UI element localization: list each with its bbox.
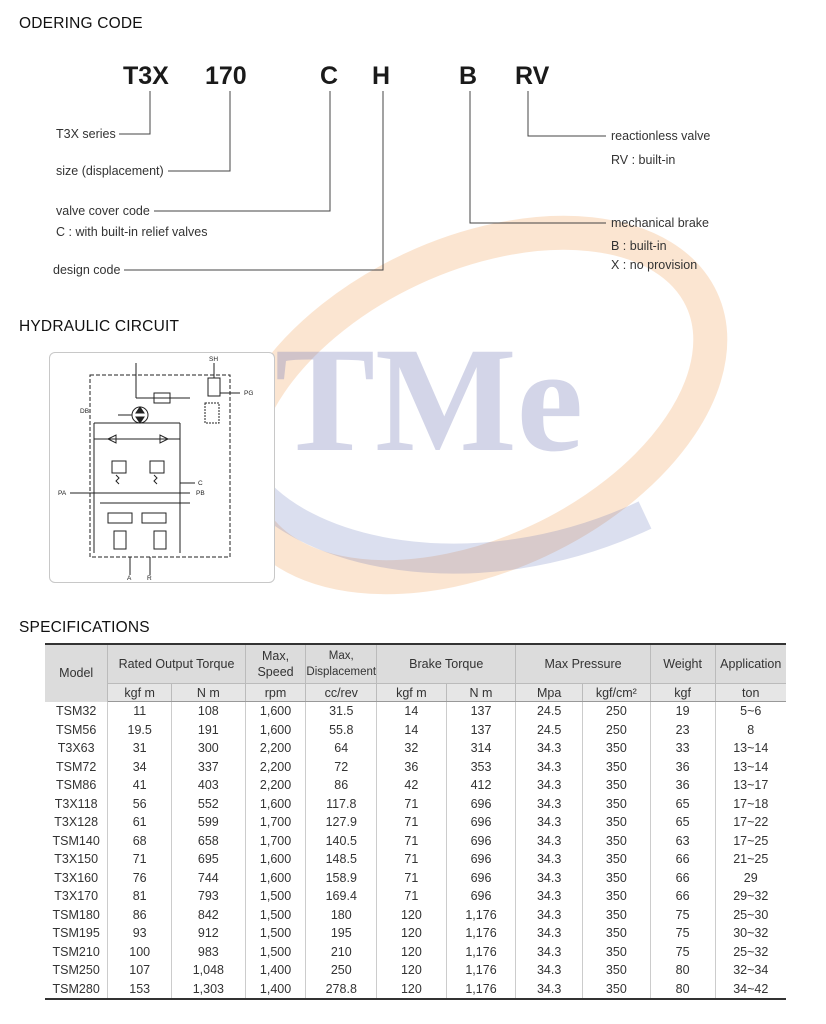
table-cell: 108	[172, 702, 246, 721]
table-cell: 983	[172, 943, 246, 962]
table-cell: 1,600	[245, 795, 306, 814]
table-cell: 71	[377, 869, 447, 888]
table-cell: 2,200	[245, 739, 306, 758]
model-cell: TSM140	[45, 832, 108, 851]
table-cell: 25~30	[715, 906, 786, 925]
table-cell: 19	[650, 702, 715, 721]
table-cell: 31.5	[306, 702, 377, 721]
table-cell: 350	[582, 776, 650, 795]
unit-cell: Mpa	[516, 684, 583, 702]
specifications-heading: SPECIFICATIONS	[19, 619, 150, 636]
model-cell: T3X63	[45, 739, 108, 758]
label-reactionless: reactionless valve	[611, 129, 711, 143]
table-cell: 17~25	[715, 832, 786, 851]
table-cell: 93	[108, 924, 172, 943]
table-cell: 64	[306, 739, 377, 758]
table-cell: 153	[108, 980, 172, 1000]
table-cell: 1,600	[245, 869, 306, 888]
table-cell: 250	[582, 702, 650, 721]
table-cell: 696	[446, 795, 516, 814]
specifications-table	[45, 643, 786, 1000]
table-cell: 42	[377, 776, 447, 795]
table-row	[45, 832, 786, 851]
label-series: T3X series	[56, 127, 116, 141]
model-cell: T3X118	[45, 795, 108, 814]
table-cell: 36	[377, 758, 447, 777]
unit-cell: kgf m	[377, 684, 447, 702]
circuit-label-pa: PA	[58, 490, 67, 497]
table-cell: 1,176	[446, 980, 516, 1000]
table-cell: 34.3	[516, 906, 583, 925]
code-series: T3X	[123, 62, 169, 90]
table-cell: 250	[582, 721, 650, 740]
table-cell: 86	[306, 776, 377, 795]
table-cell: 912	[172, 924, 246, 943]
table-cell: 75	[650, 943, 715, 962]
table-cell: 350	[582, 739, 650, 758]
label-brake-b: B : built-in	[611, 239, 667, 253]
table-cell: 350	[582, 850, 650, 869]
table-cell: 1,400	[245, 980, 306, 1000]
table-cell: 75	[650, 924, 715, 943]
table-cell: 31	[108, 739, 172, 758]
model-cell: T3X170	[45, 887, 108, 906]
table-cell: 17~18	[715, 795, 786, 814]
table-cell: 1,303	[172, 980, 246, 1000]
code-design: H	[372, 62, 391, 90]
table-cell: 80	[650, 980, 715, 1000]
table-cell: 169.4	[306, 887, 377, 906]
table-cell: 34.3	[516, 943, 583, 962]
table-cell: 30~32	[715, 924, 786, 943]
table-cell: 1,700	[245, 813, 306, 832]
table-row	[45, 961, 786, 980]
unit-cell: kgf m	[108, 684, 172, 702]
header-brake-torque: Brake Torque	[377, 644, 516, 684]
table-cell: 55.8	[306, 721, 377, 740]
table-cell: 120	[377, 924, 447, 943]
table-cell: 793	[172, 887, 246, 906]
table-cell: 1,700	[245, 832, 306, 851]
header-application: Application	[715, 644, 786, 684]
table-row	[45, 758, 786, 777]
code-size: 170	[205, 62, 247, 90]
table-cell: 32	[377, 739, 447, 758]
label-brake: mechanical brake	[611, 216, 709, 230]
table-cell: 412	[446, 776, 516, 795]
table-cell: 191	[172, 721, 246, 740]
table-cell: 80	[650, 961, 715, 980]
table-cell: 65	[650, 795, 715, 814]
table-cell: 1,500	[245, 906, 306, 925]
table-cell: 66	[650, 869, 715, 888]
table-cell: 210	[306, 943, 377, 962]
table-cell: 13~14	[715, 739, 786, 758]
hydraulic-circuit-diagram	[49, 352, 275, 583]
table-cell: 350	[582, 832, 650, 851]
table-row	[45, 906, 786, 925]
table-cell: 350	[582, 887, 650, 906]
table-cell: 137	[446, 721, 516, 740]
table-cell: 842	[172, 906, 246, 925]
unit-cell: rpm	[245, 684, 306, 702]
table-cell: 41	[108, 776, 172, 795]
hydraulic-circuit-heading: HYDRAULIC CIRCUIT	[19, 318, 180, 335]
table-cell: 34.3	[516, 869, 583, 888]
model-cell: T3X128	[45, 813, 108, 832]
table-cell: 71	[108, 850, 172, 869]
unit-cell: kgf/cm²	[582, 684, 650, 702]
table-cell: 32~34	[715, 961, 786, 980]
table-cell: 29~32	[715, 887, 786, 906]
table-cell: 34.3	[516, 813, 583, 832]
table-cell: 34.3	[516, 850, 583, 869]
table-cell: 350	[582, 869, 650, 888]
table-cell: 68	[108, 832, 172, 851]
model-cell: T3X150	[45, 850, 108, 869]
table-cell: 72	[306, 758, 377, 777]
table-cell: 350	[582, 813, 650, 832]
table-cell: 350	[582, 758, 650, 777]
table-cell: 744	[172, 869, 246, 888]
table-cell: 1,500	[245, 924, 306, 943]
table-cell: 1,400	[245, 961, 306, 980]
table-row	[45, 739, 786, 758]
table-cell: 127.9	[306, 813, 377, 832]
table-cell: 300	[172, 739, 246, 758]
table-cell: 63	[650, 832, 715, 851]
model-cell: TSM250	[45, 961, 108, 980]
circuit-label-c: C	[198, 480, 203, 487]
table-cell: 1,048	[172, 961, 246, 980]
table-cell: 120	[377, 980, 447, 1000]
table-cell: 34	[108, 758, 172, 777]
table-cell: 1,600	[245, 850, 306, 869]
table-row	[45, 721, 786, 740]
table-cell: 23	[650, 721, 715, 740]
table-cell: 34.3	[516, 758, 583, 777]
table-cell: 350	[582, 943, 650, 962]
table-cell: 71	[377, 832, 447, 851]
model-cell: T3X160	[45, 869, 108, 888]
table-cell: 36	[650, 758, 715, 777]
table-row	[45, 887, 786, 906]
header-max-displacement	[306, 644, 377, 684]
label-design: design code	[53, 263, 121, 277]
table-cell: 86	[108, 906, 172, 925]
table-cell: 1,500	[245, 943, 306, 962]
table-cell: 158.9	[306, 869, 377, 888]
table-cell: 34.3	[516, 739, 583, 758]
table-cell: 1,600	[245, 702, 306, 721]
table-cell: 13~14	[715, 758, 786, 777]
table-cell: 34.3	[516, 980, 583, 1000]
table-cell: 100	[108, 943, 172, 962]
table-cell: 696	[446, 850, 516, 869]
circuit-label-sh: SH	[209, 356, 219, 363]
table-row	[45, 980, 786, 1000]
table-cell: 81	[108, 887, 172, 906]
circuit-label-a: A	[127, 575, 132, 582]
table-cell: 107	[108, 961, 172, 980]
table-cell: 5~6	[715, 702, 786, 721]
table-cell: 66	[650, 887, 715, 906]
header-model: Model	[45, 644, 108, 702]
table-cell: 75	[650, 906, 715, 925]
table-cell: 1,500	[245, 887, 306, 906]
table-cell: 34.3	[516, 776, 583, 795]
table-cell: 36	[650, 776, 715, 795]
table-cell: 34.3	[516, 961, 583, 980]
table-row	[45, 869, 786, 888]
unit-cell: N m	[172, 684, 246, 702]
table-cell: 34.3	[516, 832, 583, 851]
table-cell: 180	[306, 906, 377, 925]
model-cell: TSM86	[45, 776, 108, 795]
table-cell: 552	[172, 795, 246, 814]
table-cell: 195	[306, 924, 377, 943]
table-cell: 13~17	[715, 776, 786, 795]
model-cell: TSM32	[45, 702, 108, 721]
table-cell: 11	[108, 702, 172, 721]
circuit-label-pb: PB	[196, 490, 205, 497]
table-cell: 696	[446, 887, 516, 906]
table-cell: 350	[582, 924, 650, 943]
table-row	[45, 795, 786, 814]
table-cell: 8	[715, 721, 786, 740]
model-cell: TSM210	[45, 943, 108, 962]
table-cell: 24.5	[516, 721, 583, 740]
model-cell: TSM195	[45, 924, 108, 943]
specifications-table-body	[45, 702, 786, 1000]
unit-cell: kgf	[650, 684, 715, 702]
table-cell: 21~25	[715, 850, 786, 869]
table-cell: 120	[377, 906, 447, 925]
table-cell: 65	[650, 813, 715, 832]
table-cell: 34~42	[715, 980, 786, 1000]
unit-cell: cc/rev	[306, 684, 377, 702]
circuit-label-r: R	[147, 575, 152, 582]
table-cell: 71	[377, 850, 447, 869]
table-row	[45, 702, 786, 721]
table-cell: 25~32	[715, 943, 786, 962]
table-cell: 29	[715, 869, 786, 888]
table-cell: 696	[446, 813, 516, 832]
table-cell: 1,176	[446, 906, 516, 925]
code-brake: B	[459, 62, 478, 90]
table-cell: 17~22	[715, 813, 786, 832]
table-cell: 33	[650, 739, 715, 758]
table-cell: 19.5	[108, 721, 172, 740]
table-cell: 278.8	[306, 980, 377, 1000]
unit-cell: N m	[446, 684, 516, 702]
table-cell: 314	[446, 739, 516, 758]
table-cell: 76	[108, 869, 172, 888]
table-cell: 14	[377, 702, 447, 721]
table-cell: 61	[108, 813, 172, 832]
model-cell: TSM56	[45, 721, 108, 740]
header-max-speed-line1: Max,	[261, 649, 290, 663]
table-cell: 34.3	[516, 795, 583, 814]
header-rated-torque: Rated Output Torque	[108, 644, 245, 684]
label-valve-cover: valve cover code	[56, 204, 150, 218]
table-cell: 403	[172, 776, 246, 795]
table-cell: 71	[377, 813, 447, 832]
table-cell: 24.5	[516, 702, 583, 721]
watermark-text: TMe	[275, 317, 584, 483]
header-max-displacement-line1: Max,	[328, 650, 354, 662]
table-cell: 120	[377, 943, 447, 962]
label-valve-cover-c: C : with built-in relief valves	[56, 225, 208, 239]
table-row	[45, 813, 786, 832]
label-size: size (displacement)	[56, 164, 164, 178]
table-cell: 71	[377, 795, 447, 814]
table-cell: 350	[582, 980, 650, 1000]
table-cell: 696	[446, 832, 516, 851]
table-cell: 250	[306, 961, 377, 980]
model-cell: TSM280	[45, 980, 108, 1000]
table-cell: 1,176	[446, 961, 516, 980]
table-cell: 2,200	[245, 776, 306, 795]
table-cell: 695	[172, 850, 246, 869]
table-cell: 34.3	[516, 887, 583, 906]
table-cell: 350	[582, 795, 650, 814]
table-cell: 2,200	[245, 758, 306, 777]
table-cell: 117.8	[306, 795, 377, 814]
table-cell: 120	[377, 961, 447, 980]
header-max-pressure: Max Pressure	[516, 644, 650, 684]
table-cell: 14	[377, 721, 447, 740]
table-cell: 137	[446, 702, 516, 721]
table-row	[45, 850, 786, 869]
ordering-code-heading: ODERING CODE	[19, 15, 143, 32]
circuit-label-db: DB	[80, 408, 90, 415]
table-cell: 34.3	[516, 924, 583, 943]
table-cell: 350	[582, 906, 650, 925]
label-reactionless-rv: RV : built-in	[611, 153, 676, 167]
table-cell: 353	[446, 758, 516, 777]
header-max-speed-line2: Speed	[257, 665, 294, 679]
table-cell: 696	[446, 869, 516, 888]
table-cell: 148.5	[306, 850, 377, 869]
table-cell: 350	[582, 961, 650, 980]
model-cell: TSM180	[45, 906, 108, 925]
ordering-code-leader-lines	[0, 0, 826, 300]
table-cell: 66	[650, 850, 715, 869]
table-cell: 658	[172, 832, 246, 851]
table-cell: 1,600	[245, 721, 306, 740]
code-reactionless: RV	[515, 62, 550, 90]
table-cell: 1,176	[446, 943, 516, 962]
header-weight: Weight	[650, 644, 715, 684]
table-row	[45, 943, 786, 962]
label-brake-x: X : no provision	[611, 258, 698, 272]
table-row	[45, 924, 786, 943]
table-cell: 1,176	[446, 924, 516, 943]
table-cell: 56	[108, 795, 172, 814]
header-max-displacement-line2: Displacement	[306, 666, 377, 678]
table-cell: 71	[377, 887, 447, 906]
table-cell: 599	[172, 813, 246, 832]
header-max-speed	[245, 644, 306, 684]
model-cell: TSM72	[45, 758, 108, 777]
table-cell: 140.5	[306, 832, 377, 851]
unit-cell: ton	[715, 684, 786, 702]
table-cell: 337	[172, 758, 246, 777]
code-valve-cover: C	[320, 62, 339, 90]
table-row	[45, 776, 786, 795]
circuit-label-pg: PG	[244, 390, 254, 397]
